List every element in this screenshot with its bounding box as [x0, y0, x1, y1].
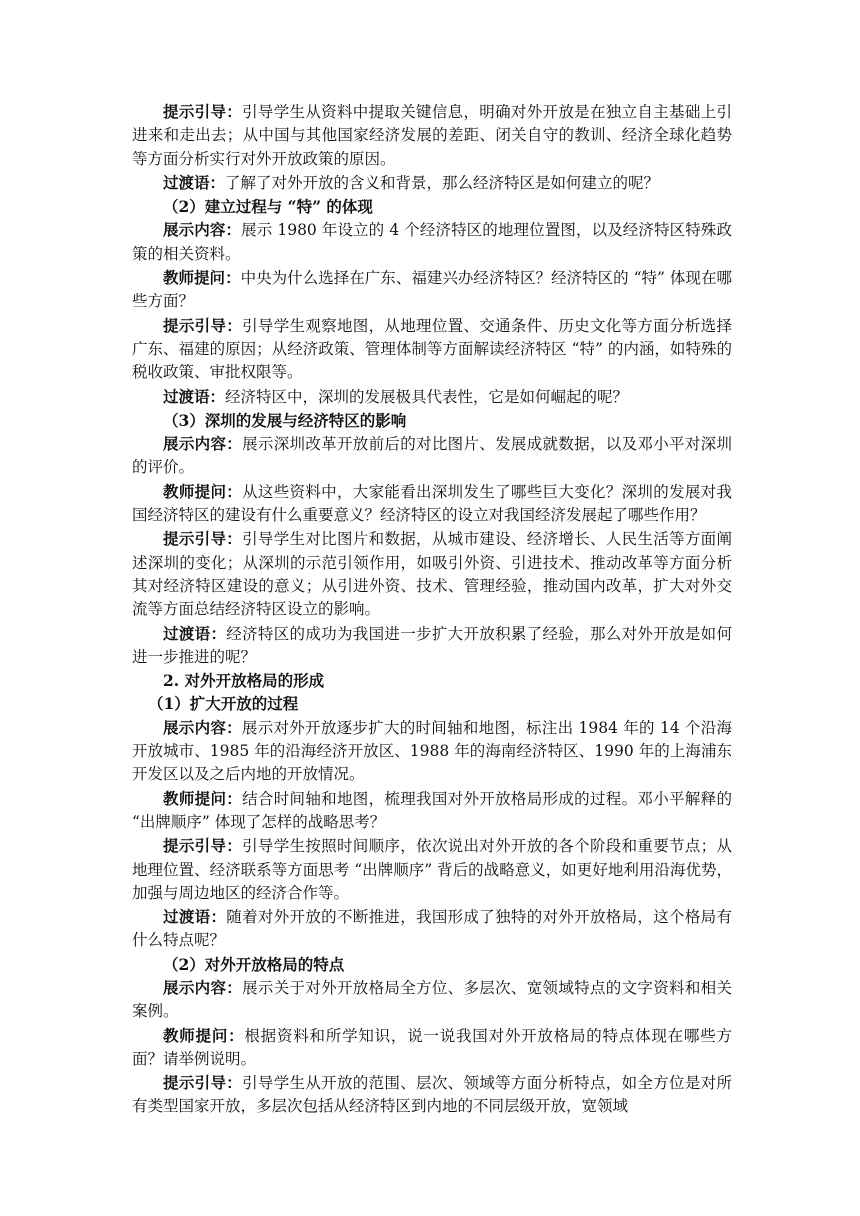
- paragraph-label: 过渡语：: [163, 172, 226, 192]
- document-page: [132, 100, 732, 1119]
- paragraph-text: 引导学生对比图片和数据，从城市建设、经济增长、人民生活等方面阐述深圳的变化；从深圳的示范引领作用，如吸引外资、引进技术、推动改革等方面分析其对经济特区建设的意义；从引进外资、技术、管理经验，推动国内改革，扩大对外交流等方面总结经济特区设立的影响。: [132, 530, 732, 619]
- paragraph-text: 从这些资料中，大家能看出深圳发生了哪些巨大变化？深圳的发展对我国经济特区的建设有什么重要意义？经济特区的设立对我国经济发展起了哪些作用？: [132, 482, 732, 525]
- paragraph-label: 教师提问：: [163, 1025, 245, 1045]
- paragraph: [132, 1071, 732, 1119]
- paragraph-text: 引导学生按照时间顺序，依次说出对外开放的各个阶段和重要节点；从地理位置、经济联系等方面思考 “出牌顺序” 背后的战略意义，如更好地利用沿海优势，加强与周边地区的经济合作等。: [132, 837, 732, 902]
- paragraph-label: 提示引导：: [163, 1073, 243, 1093]
- paragraph-label: 展示内容：: [163, 977, 243, 997]
- paragraph-label: 教师提问：: [163, 788, 243, 808]
- paragraph-text: 展示 1980 年设立的 4 个经济特区的地理位置图，以及经济特区特殊政策的相关资料。: [132, 221, 732, 263]
- paragraph-label: 过渡语：: [163, 623, 227, 643]
- paragraph-text: 随着对外开放的不断推进，我国形成了独特的对外开放格局，这个格局有什么特点呢？: [132, 908, 732, 950]
- section-heading: （3）深圳的发展与经济特区的影响: [163, 410, 407, 430]
- paragraph: [132, 716, 732, 787]
- paragraph-text: 展示对外开放逐步扩大的时间轴和地图，标注出 1984 年的 14 个沿海开放城市、1985 年的沿海经济开放区、1988 年的海南经济特区、1990 年的上海浦东开发区以及之后内地的开放情况。: [132, 718, 732, 784]
- paragraph-text: 经济特区中，深圳的发展极具代表性，它是如何崛起的呢？: [225, 387, 629, 406]
- paragraph-label: 提示引导：: [163, 836, 243, 856]
- paragraph-text: 引导学生从资料中提取关键信息，明确对外开放是在独立自主基础上引进来和走出去；从中国与其他国家经济发展的差距、闭关自守的教训、经济全球化趋势等方面分析实行对外开放政策的原因。: [132, 103, 732, 168]
- paragraph-label: 过渡语：: [163, 907, 227, 927]
- paragraph-label: 提示引导：: [163, 529, 243, 549]
- paragraph: [132, 480, 732, 528]
- paragraph-text: 展示深圳改革开放前后的对比图片、发展成就数据，以及邓小平对深圳的评价。: [132, 435, 732, 477]
- paragraph-label: 教师提问：: [163, 481, 243, 501]
- paragraph-label: 提示引导：: [163, 315, 243, 335]
- section-heading: （2）建立过程与 “特” 的体现: [163, 197, 373, 217]
- paragraph-label: 展示内容：: [163, 717, 242, 737]
- paragraph: [132, 218, 732, 266]
- section-heading: （1）扩大开放的过程: [148, 694, 299, 714]
- section-heading: 2. 对外开放格局的形成: [163, 671, 325, 691]
- paragraph: [132, 905, 732, 953]
- paragraph-label: 展示内容：: [163, 434, 243, 454]
- paragraph: [132, 314, 732, 385]
- paragraph: [132, 432, 732, 480]
- paragraph-text: 引导学生从开放的范围、层次、领域等方面分析特点，如全方位是对所有类型国家开放，多层次包括从经济特区到内地的不同层级开放，宽领域: [132, 1074, 732, 1116]
- paragraph: [132, 266, 732, 314]
- paragraph-label: 过渡语：: [163, 386, 226, 406]
- paragraph-text: 了解了对外开放的含义和背景，那么经济特区是如何建立的呢？: [225, 173, 660, 192]
- paragraph: [132, 171, 732, 195]
- section-heading: （2）对外开放格局的特点: [163, 954, 345, 974]
- paragraph-text: 展示关于对外开放格局全方位、多层次、宽领域特点的文字资料和相关案例。: [132, 978, 732, 1021]
- paragraph: [132, 527, 732, 621]
- paragraph-text: 中央为什么选择在广东、福建兴办经济特区？经济特区的 “特” 体现在哪些方面？: [132, 269, 732, 311]
- paragraph-label: 展示内容：: [163, 220, 242, 240]
- paragraph: [132, 622, 732, 670]
- paragraph-text: 经济特区的成功为我国进一步扩大开放积累了经验，那么对外开放是如何进一步推进的呢？: [132, 624, 732, 666]
- paragraph: [132, 976, 732, 1024]
- paragraph-text: 根据资料和所学知识，说一说我国对外开放格局的特点体现在哪些方面？请举例说明。: [132, 1026, 732, 1068]
- paragraph-label: 提示引导：: [163, 102, 243, 121]
- paragraph: [132, 385, 732, 409]
- paragraph: [132, 1024, 732, 1072]
- paragraph-text: 引导学生观察地图，从地理位置、交通条件、历史文化等方面分析选择广东、福建的原因；从经济政策、管理体制等方面解读经济特区 “特” 的内涵，如特殊的税收政策、审批权限等。: [132, 316, 732, 382]
- paragraph-text: 结合时间轴和地图，梳理我国对外开放格局形成的过程。邓小平解释的 “出牌顺序” 体现了怎样的战略思考？: [132, 789, 732, 831]
- paragraph: [132, 787, 732, 835]
- paragraph: [132, 834, 732, 905]
- paragraph-label: 教师提问：: [163, 268, 241, 288]
- paragraph: [132, 100, 732, 171]
